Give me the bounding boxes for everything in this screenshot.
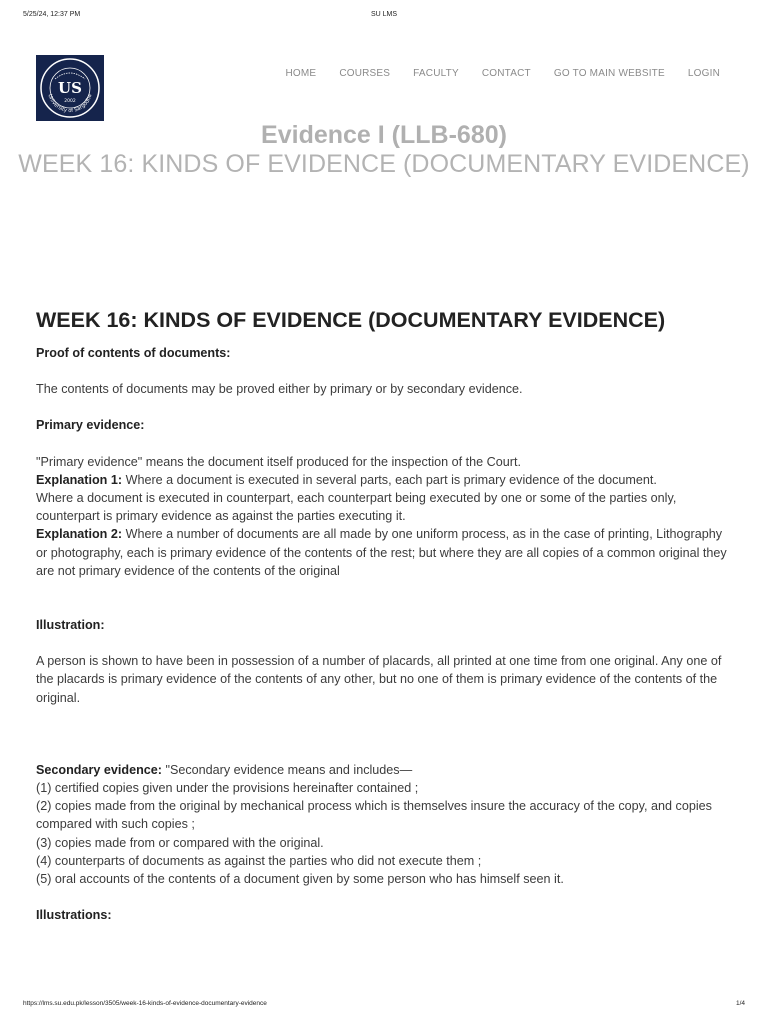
secondary-item: (1) certified copies given under the provisions hereinafter contained ;: [36, 781, 419, 796]
secondary-item: (3) copies made from or compared with the original.: [36, 835, 324, 850]
logo-text: University of Sargodha: [46, 93, 94, 115]
print-site-title: SU LMS: [370, 11, 398, 18]
secondary-item: (4) counterparts of documents as against the parties who did not execute them ;: [36, 853, 482, 868]
primary-evidence-heading: Primary evidence:: [36, 418, 145, 433]
lesson-subtitle: WEEK 16: KINDS OF EVIDENCE (DOCUMENTARY EVIDENCE): [18, 150, 750, 178]
illustration-heading: Illustration:: [36, 618, 105, 633]
university-logo[interactable]: [36, 55, 104, 121]
logo-year: 2002: [64, 99, 76, 104]
explanation-1-label: Explanation 1:: [36, 472, 123, 487]
nav-courses[interactable]: COURSES: [339, 68, 391, 79]
explanation-1-continued: Where a document is executed in counterpart, each counterpart being executed by one or some of the parties only, counterpart is primary evidence as against the parties executing it.: [36, 491, 677, 524]
primary-evidence-definition: "Primary evidence" means the document itself produced for the inspection of the Court.: [36, 454, 521, 469]
university-seal-icon: [39, 57, 101, 119]
nav-login[interactable]: LOGIN: [687, 68, 720, 79]
logo-initials: US: [58, 79, 82, 97]
secondary-evidence-intro-text: "Secondary evidence means and includes—: [162, 762, 413, 777]
nav-main-website[interactable]: GO TO MAIN WEBSITE: [553, 68, 665, 79]
illustration-text: A person is shown to have been in possession of a number of placards, all printed at one time from one original. Any one of the placards is primary evidence of the contents of any other, but no one of them is primary evidence of the contents of the original.: [36, 654, 722, 705]
secondary-item: (2) copies made from the original by mechanical process which is themselves insure the accuracy of the copy, and copies compared with such copies ;: [36, 799, 712, 832]
secondary-evidence-label: Secondary evidence:: [36, 762, 162, 777]
print-page-count: 1/4: [735, 1000, 745, 1007]
proof-text: The contents of documents may be proved either by primary or by secondary evidence.: [36, 382, 523, 397]
nav-home[interactable]: HOME: [285, 68, 317, 79]
course-title: Evidence I (LLB-680): [261, 121, 507, 149]
nav-contact[interactable]: CONTACT: [481, 68, 531, 79]
lesson-content: [36, 306, 728, 924]
lesson-heading: WEEK 16: KINDS OF EVIDENCE (DOCUMENTARY EVIDENCE): [36, 308, 666, 332]
secondary-item: (5) oral accounts of the contents of a document given by some person who has himself seen it.: [36, 872, 564, 887]
nav-faculty[interactable]: FACULTY: [413, 68, 459, 79]
secondary-evidence-intro: [36, 761, 728, 779]
print-datetime: 5/25/24, 12:37 PM: [23, 11, 81, 18]
explanation-2-text: Where a number of documents are all made by one uniform process, as in the case of printing, Lithography or photography, each is primary evidence of the contents of the rest; but where they are all copies of a common original they are not primary evidence of the contents of the original: [36, 527, 727, 578]
main-navigation: [286, 68, 721, 79]
print-url: https://lms.su.edu.pk/lesson/3505/week-16-kinds-of-evidence-documentary-evidence: [23, 1000, 267, 1007]
print-footer: [23, 1000, 745, 1010]
explanation-1: [36, 471, 728, 489]
print-header: [23, 11, 745, 21]
explanation-1-text: Where a document is executed in several parts, each part is primary evidence of the document.: [122, 472, 657, 487]
explanation-2: [36, 525, 728, 580]
illustrations-heading: Illustrations:: [36, 908, 112, 923]
explanation-2-label: Explanation 2:: [36, 527, 123, 542]
proof-heading: Proof of contents of documents:: [36, 346, 231, 360]
